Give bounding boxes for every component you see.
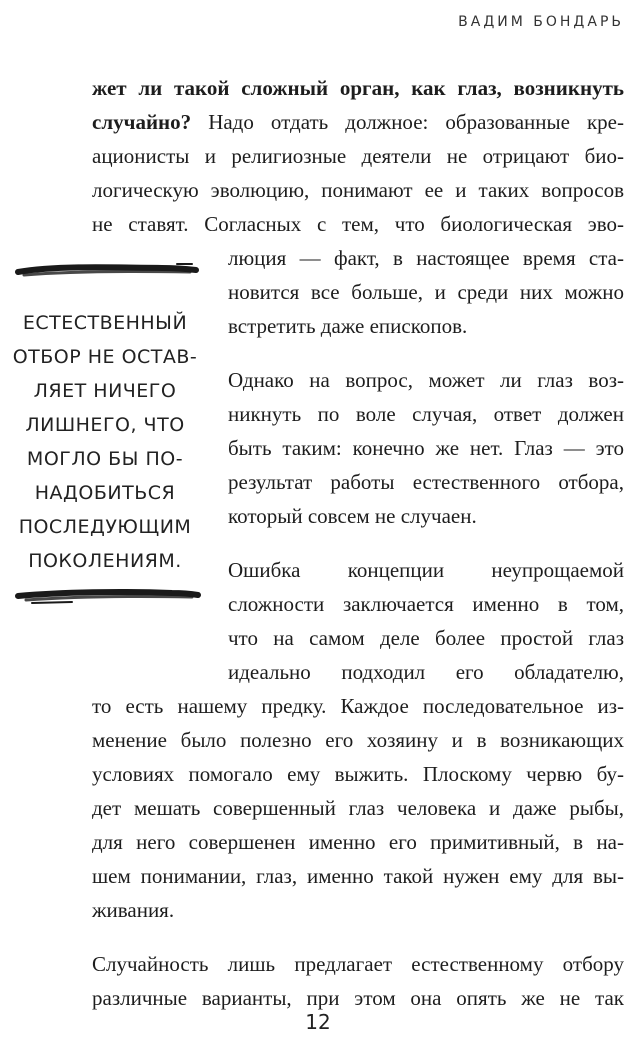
- pull-quote-line: НАДОБИТЬСЯ: [34, 482, 176, 504]
- body-line: условиях помогало ему выжить. Плоскому червю бу-: [92, 762, 624, 786]
- pull-quote-line: ОТБОР НЕ ОСТАВ-: [12, 346, 198, 368]
- body-line: новится все больше, и среди них можно: [228, 280, 624, 304]
- brush-stroke-bottom: [12, 584, 202, 608]
- body-line: не ставят. Согласных с тем, что биологическая эво-: [92, 212, 624, 236]
- body-line: который совсем не случаен.: [228, 504, 477, 528]
- body-line: люция — факт, в настоящее время ста-: [228, 246, 624, 270]
- pull-quote-line: ПОСЛЕДУЮЩИМ: [18, 516, 192, 538]
- body-line: никнуть по воле случая, ответ должен: [228, 402, 624, 426]
- running-header-author: ВАДИМ БОНДАРЬ: [458, 14, 624, 30]
- body-line: сложности заключается именно в том,: [228, 592, 624, 616]
- page-number: 12: [305, 1010, 331, 1034]
- pull-quote-line: МОГЛО БЫ ПО-: [26, 448, 184, 470]
- body-line: встретить даже епископов.: [228, 314, 468, 338]
- body-line: для него совершенен именно его примитивный, в на-: [92, 830, 624, 854]
- body-line: дет мешать совершенный глаз человека и даже рыбы,: [92, 796, 624, 820]
- body-line: живания.: [92, 898, 175, 922]
- body-line: Случайность лишь предлагает естественному отбору: [92, 952, 624, 976]
- pull-quote-line: ПОКОЛЕНИЯМ.: [28, 550, 182, 572]
- body-line: Однако на вопрос, может ли глаз воз-: [228, 368, 624, 392]
- body-line: результат работы естественного отбора,: [228, 470, 624, 494]
- body-line: ационисты и религиозные деятели не отрицают био-: [92, 144, 624, 168]
- body-line: быть таким: конечно же нет. Глаз — это: [228, 436, 624, 460]
- body-line: шем понимании, глаз, именно такой нужен ему для вы-: [92, 864, 624, 888]
- pull-quote-line: ЛИШНЕГО, ЧТО: [25, 414, 185, 436]
- brush-stroke-top: [12, 258, 202, 282]
- body-line: различные варианты, при этом она опять же не так: [92, 986, 624, 1010]
- body-line: логическую эволюцию, понимают ее и таких вопросов: [92, 178, 624, 202]
- pull-quote-line: ЛЯЕТ НИЧЕГО: [33, 380, 177, 402]
- body-line: идеально подходил его обладателю,: [228, 660, 624, 684]
- body-line: то есть нашему предку. Каждое последовательное из-: [92, 694, 624, 718]
- body-line: случайно? Надо отдать должное: образованные кре-: [92, 110, 624, 134]
- sidebar-pull-quote: [10, 306, 200, 578]
- body-line: жет ли такой сложный орган, как глаз, возникнуть: [92, 76, 624, 100]
- pull-quote-line: ЕСТЕСТВЕННЫЙ: [22, 312, 188, 334]
- body-line: что на самом деле более простой глаз: [228, 626, 624, 650]
- body-line: Ошибка концепции неупрощаемой: [228, 558, 624, 582]
- body-line: менение было полезно его хозяину и в возникающих: [92, 728, 624, 752]
